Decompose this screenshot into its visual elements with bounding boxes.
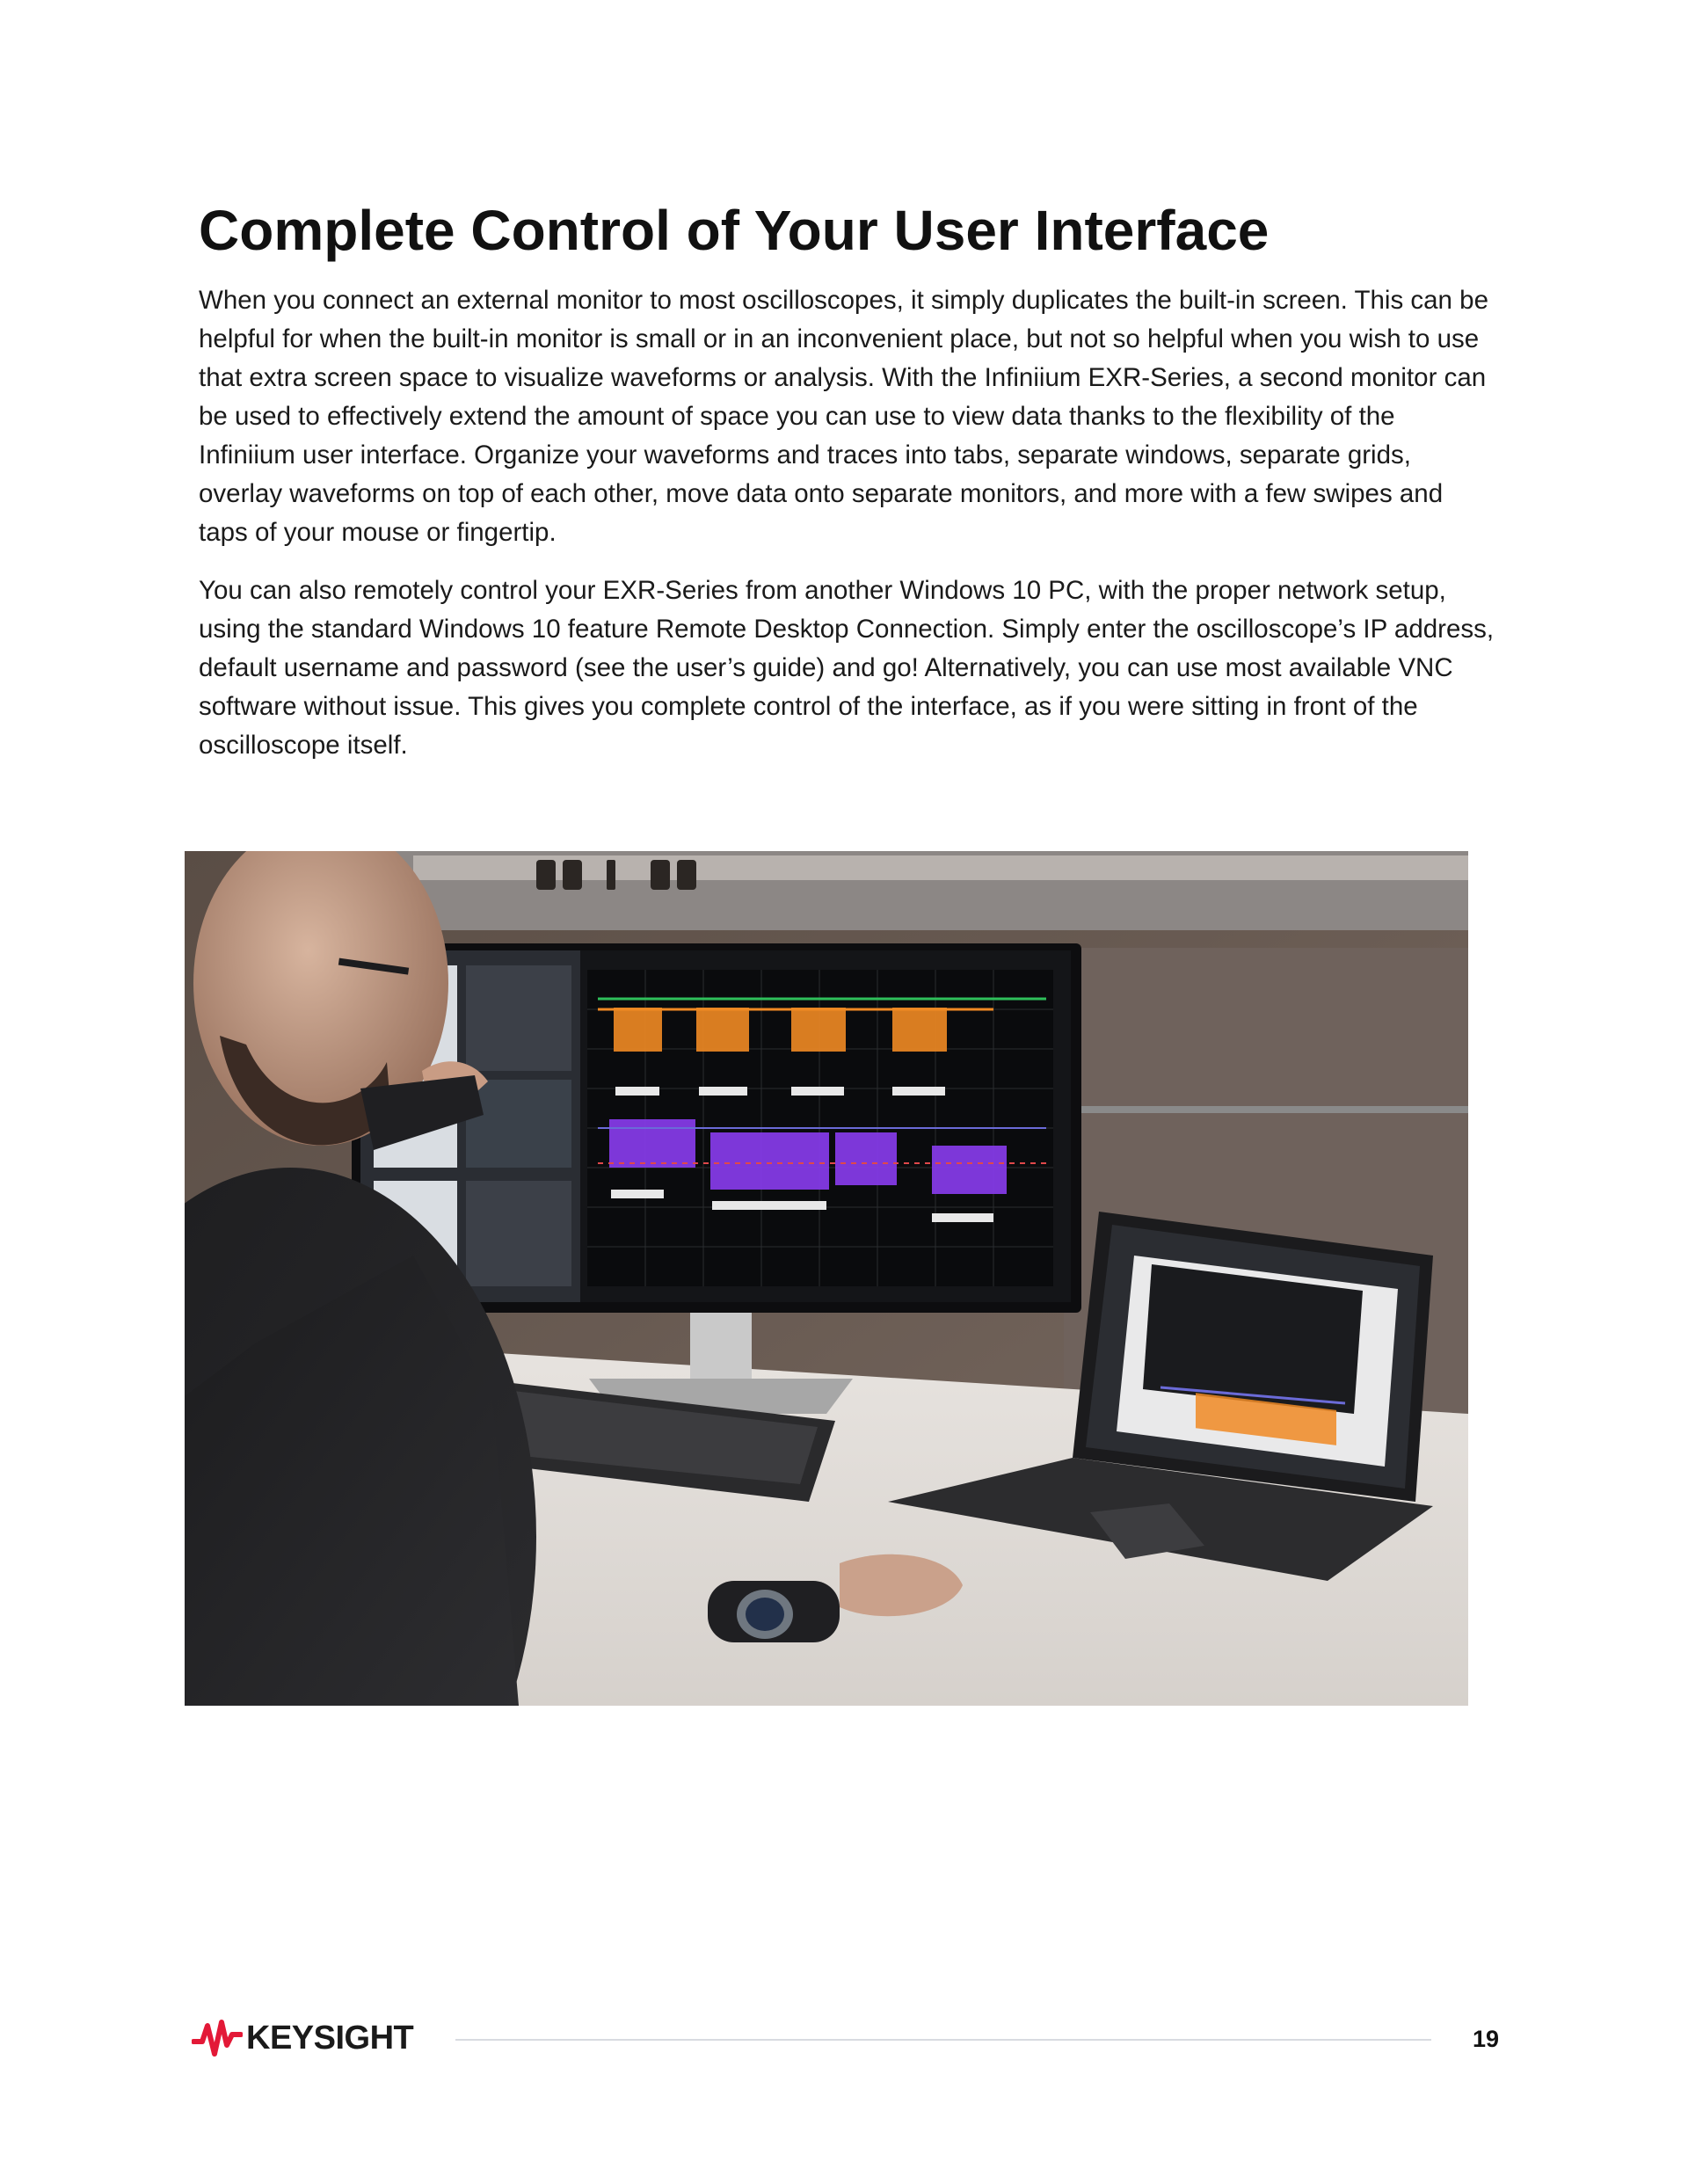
body-paragraph-1: When you connect an external monitor to most oscilloscopes, it simply duplicates the built-in screen. This can be helpful for when the built-in monitor is small or in an inconvenient place, but not so helpful when you wish to use that extra screen space to visualize waveforms or analysis. With the Infiniium EXR-Series, a second monitor can be used to effectively extend the amount of space you can use to view data thanks to the flexibility of the Infiniium user interface. Organize your waveforms and traces into tabs, separate windows, separate grids, overlay waveforms on top of each other, move data onto separate monitors, and more with a few swipes and taps of your mouse or fingertip. xyxy=(199,286,1488,547)
keysight-logo xyxy=(192,2015,420,2059)
page-title: Complete Control of Your User Interface xyxy=(199,199,1270,262)
keysight-wave-icon xyxy=(192,2015,243,2059)
body-paragraph-2: You can also remotely control your EXR-Series from another Windows 10 PC, with the proper network setup, using the standard Windows 10 feature Remote Desktop Connection. Simply enter the oscilloscope’s IP address, default username and password (see the user’s guide) and go! Alternatively, you can use most available VNC software without issue. This gives you complete control of the interface, as if you were sitting in front of the oscilloscope itself. xyxy=(199,576,1495,760)
logo-wordmark: KEYSIGHT xyxy=(246,2020,414,2057)
page-number: 19 xyxy=(1473,2026,1500,2052)
photo-oscilloscope-workstation xyxy=(185,851,1468,1706)
footer-divider xyxy=(455,2039,1431,2041)
